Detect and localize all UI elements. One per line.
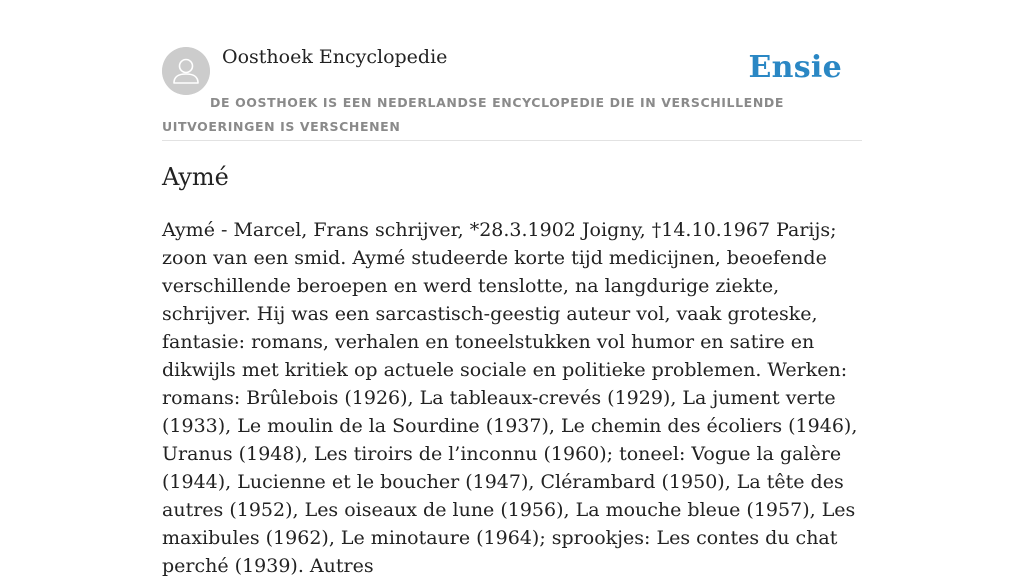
- article-body: Aymé - Marcel, Frans schrijver, *28.3.1902 Joigny, †14.10.1967 Parijs; zoon van een smid. Aymé studeerde korte tijd medicijnen, beoefende verschillende beroepen en werd tenslotte, na langdurige ziekte, schrijver. Hij was een sarcastisch-geestig auteur vol, vaak groteske, fantasie: romans, verhalen en toneelstukken vol humor en satire en dikwijls met kritiek op actuele sociale en politieke problemen. Werken: romans: Brûlebois (1926), La tableaux-crevés (1929), La jument verte (1933), Le moulin de la Sourdine (1937), Le chemin des écoliers (1946), Uranus (1948), Les tiroirs de l’inconnu (1960); toneel: Vogue la galère (1944), Lucienne et le boucher (1947), Clérambard (1950), La tête des autres (1952), Les oiseaux de lune (1956), La mouche bleue (1957), Les maxibules (1962), Le minotaure (1964); sprookjes: Les contes du chat perché (1939). Autres: [162, 219, 858, 577]
- page-container: [162, 0, 862, 577]
- ensie-logo[interactable]: Ensie: [748, 50, 842, 85]
- source-header: [162, 0, 862, 141]
- user-avatar-icon[interactable]: [162, 47, 210, 95]
- source-description: DE OOSTHOEK IS EEN NEDERLANDSE ENCYCLOPEDIE DIE IN VERSCHILLENDE UITVOERINGEN IS VERSCHENEN: [162, 95, 784, 134]
- source-title[interactable]: Oosthoek Encyclopedie: [222, 46, 448, 68]
- article-title: Aymé: [162, 163, 229, 191]
